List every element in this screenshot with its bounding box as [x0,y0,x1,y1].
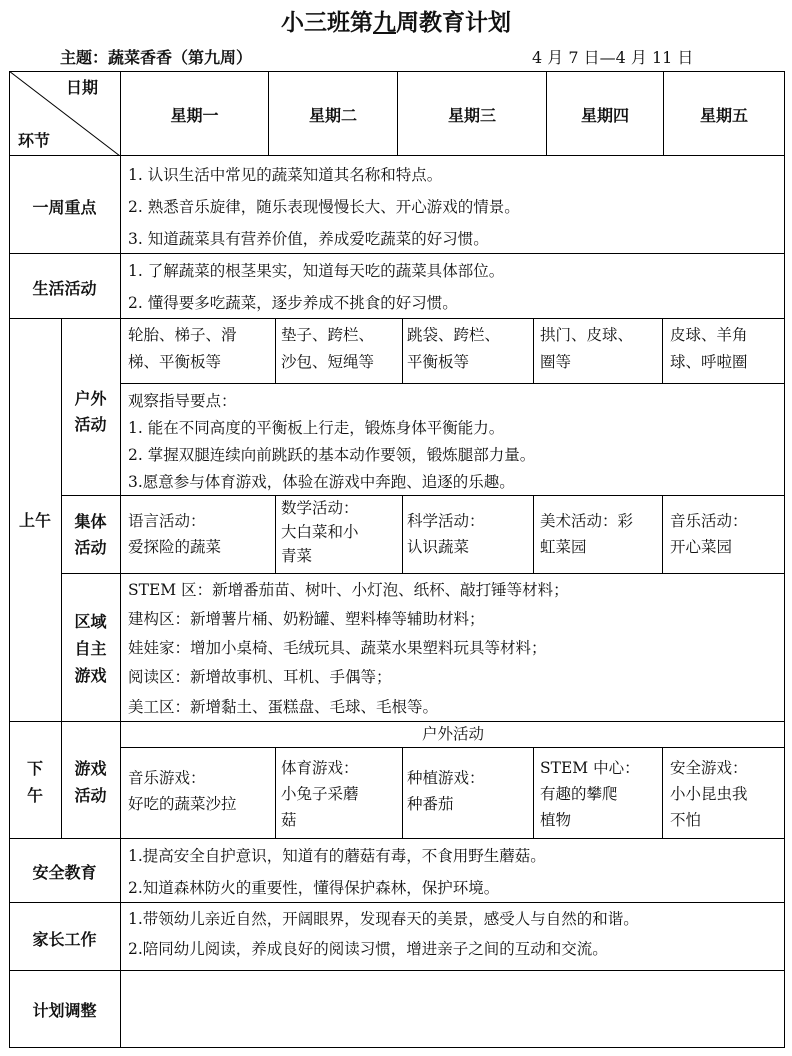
group-thu: 美术活动：彩 虹菜园 [540,512,634,556]
safety-item: 2.知道森林防火的重要性，懂得保护森林，保护环境。 [128,879,500,897]
weekly-focus-item: 3. 知道蔬菜具有营养价值，养成爱吃蔬菜的好习惯。 [128,230,489,248]
group-mon: 语言活动： 爱探险的蔬菜 [128,512,222,556]
outdoor-tue: 垫子、跨栏、 沙包、短绳等 [281,326,375,371]
areas-label: 区域 自主 游戏 [74,612,107,685]
safety-label: 安全教育 [32,863,97,882]
area-item: 阅读区：新增故事机、耳机、手偶等； [128,668,392,686]
outdoor-mon: 轮胎、梯子、滑 梯、平衡板等 [128,326,237,371]
page-title: 小三班第九周教育计划 [281,9,511,36]
life-label: 生活活动 [32,279,97,298]
header-date-label: 日期 [66,78,99,97]
weekly-focus-item: 2. 熟悉音乐旋律，随乐表现慢慢长大、开心游戏的情景。 [128,198,520,216]
header-day-tue: 星期二 [308,106,357,125]
header-day-thu: 星期四 [580,106,629,125]
group-fri: 音乐活动： 开心菜园 [670,512,748,556]
area-item: 美工区：新增黏土、蛋糕盘、毛球、毛根等。 [128,698,439,716]
adjust-label: 计划调整 [32,1001,97,1020]
morning-label: 上午 [18,511,51,530]
header-section-label: 环节 [18,131,51,150]
outdoor-fri: 皮球、羊角 球、呼啦圈 [670,326,748,371]
date-range: 4 月 7 日—4 月 11 日 [532,48,694,67]
outdoor-activity-header: 户外活动 [421,725,484,743]
weekly-focus-label: 一周重点 [32,198,97,217]
outdoor-wed: 跳袋、跨栏、 平衡板等 [407,326,501,371]
game-wed: 种植游戏： 种番茄 [407,769,485,813]
area-item: STEM 区：新增番茄苗、树叶、小灯泡、纸杯、敲打锤等材料； [128,581,569,599]
safety-item: 1.提高安全自护意识，知道有的蘑菇有毒，不食用野生蘑菇。 [128,847,546,865]
weekly-focus-item: 1. 认识生活中常见的蔬菜知道其名称和特点。 [128,166,443,184]
game-mon: 音乐游戏： 好吃的蔬菜沙拉 [128,769,237,813]
theme-label: 主题：蔬菜香香（第九周） [60,48,253,67]
group-tue: 数学活动： 大白菜和小 青菜 [281,499,359,565]
afternoon-label: 下 午 [26,759,43,805]
header-day-wed: 星期三 [447,106,496,125]
parents-item: 1.带领幼儿亲近自然，开阔眼界，发现春天的美景，感受人与自然的和谐。 [128,910,639,928]
area-item: 娃娃家：增加小桌椅、毛绒玩具、蔬菜水果塑料玩具等材料； [128,639,547,657]
game-thu: STEM 中心： 有趣的攀爬 植物 [540,759,640,829]
parents-item: 2.陪同幼儿阅读，养成良好的阅读习惯，增进亲子之间的互动和交流。 [128,940,608,958]
guidance-item: 3.愿意参与体育游戏，体验在游戏中奔跑、追逐的乐趣。 [128,473,515,491]
life-item: 2. 懂得要多吃蔬菜，逐步养成不挑食的好习惯。 [128,294,458,312]
games-label: 游戏 活动 [74,759,107,805]
adjust-content-area[interactable] [121,971,784,1047]
header-day-mon: 星期一 [170,106,219,125]
outdoor-label: 户外 活动 [74,389,107,434]
outdoor-thu: 拱门、皮球、 圈等 [540,326,634,371]
life-item: 1. 了解蔬菜的根茎果实，知道每天吃的蔬菜具体部位。 [128,262,505,280]
header-day-fri: 星期五 [699,106,748,125]
area-item: 建构区：新增薯片桶、奶粉罐、塑料棒等辅助材料； [128,610,485,628]
group-wed: 科学活动： 认识蔬菜 [407,512,485,556]
guidance-heading: 观察指导要点： [128,392,237,410]
guidance-item: 1. 能在不同高度的平衡板上行走，锻炼身体平衡能力。 [128,419,505,437]
game-fri: 安全游戏： 小小昆虫我 不怕 [670,759,748,829]
parents-label: 家长工作 [32,930,97,949]
group-label: 集体 活动 [74,512,107,557]
guidance-item: 2. 掌握双腿连续向前跳跃的基本动作要领，锻炼腿部力量。 [128,446,536,464]
game-tue: 体育游戏： 小兔子采蘑 菇 [281,759,359,829]
